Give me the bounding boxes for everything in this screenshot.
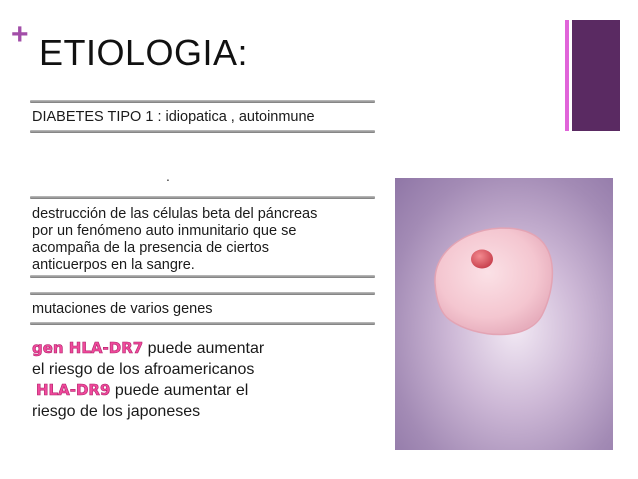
hla-line-4: riesgo de los japoneses [32,403,201,420]
gene-hla-dr9: HLA-DR9 [36,381,111,399]
cell-nucleus [471,250,493,269]
diabetes-type-line: DIABETES TIPO 1 : idiopatica , autoinmune [32,109,315,125]
hla-line-2: el riesgo de los afroamericanos [32,361,255,378]
accent-bar-thick [572,20,620,131]
paragraph-line: acompaña de la presencia de ciertos [32,240,269,256]
paragraph-line: anticuerpos en la sangre. [32,257,195,273]
gene-hla-dr7: gen HLA-DR7 [32,339,144,357]
hla-line-3 [36,380,248,401]
hla-line-1 [32,338,264,359]
cell-body [435,228,552,334]
cell-illustration [395,178,613,450]
accent-bar-thin [565,20,569,131]
divider-line [30,322,375,325]
destruction-paragraph [32,206,317,274]
divider-line [30,130,375,133]
slide-title: ETIOLOGIA: [39,32,249,73]
hla-text: puede aumentar [143,340,265,357]
paragraph-line: por un fenómeno auto inmunitario que se [32,223,297,239]
paragraph-line: destrucción de las células beta del páncreas [32,206,318,222]
dot-mark: . [166,168,170,184]
plus-icon: + [11,18,29,51]
divider-line [30,100,375,103]
divider-line [30,196,375,199]
mutations-line: mutaciones de varios genes [32,301,213,317]
hla-text: puede aumentar el [110,382,249,399]
cell-photo [395,178,613,450]
divider-line [30,275,375,278]
divider-line [30,292,375,295]
